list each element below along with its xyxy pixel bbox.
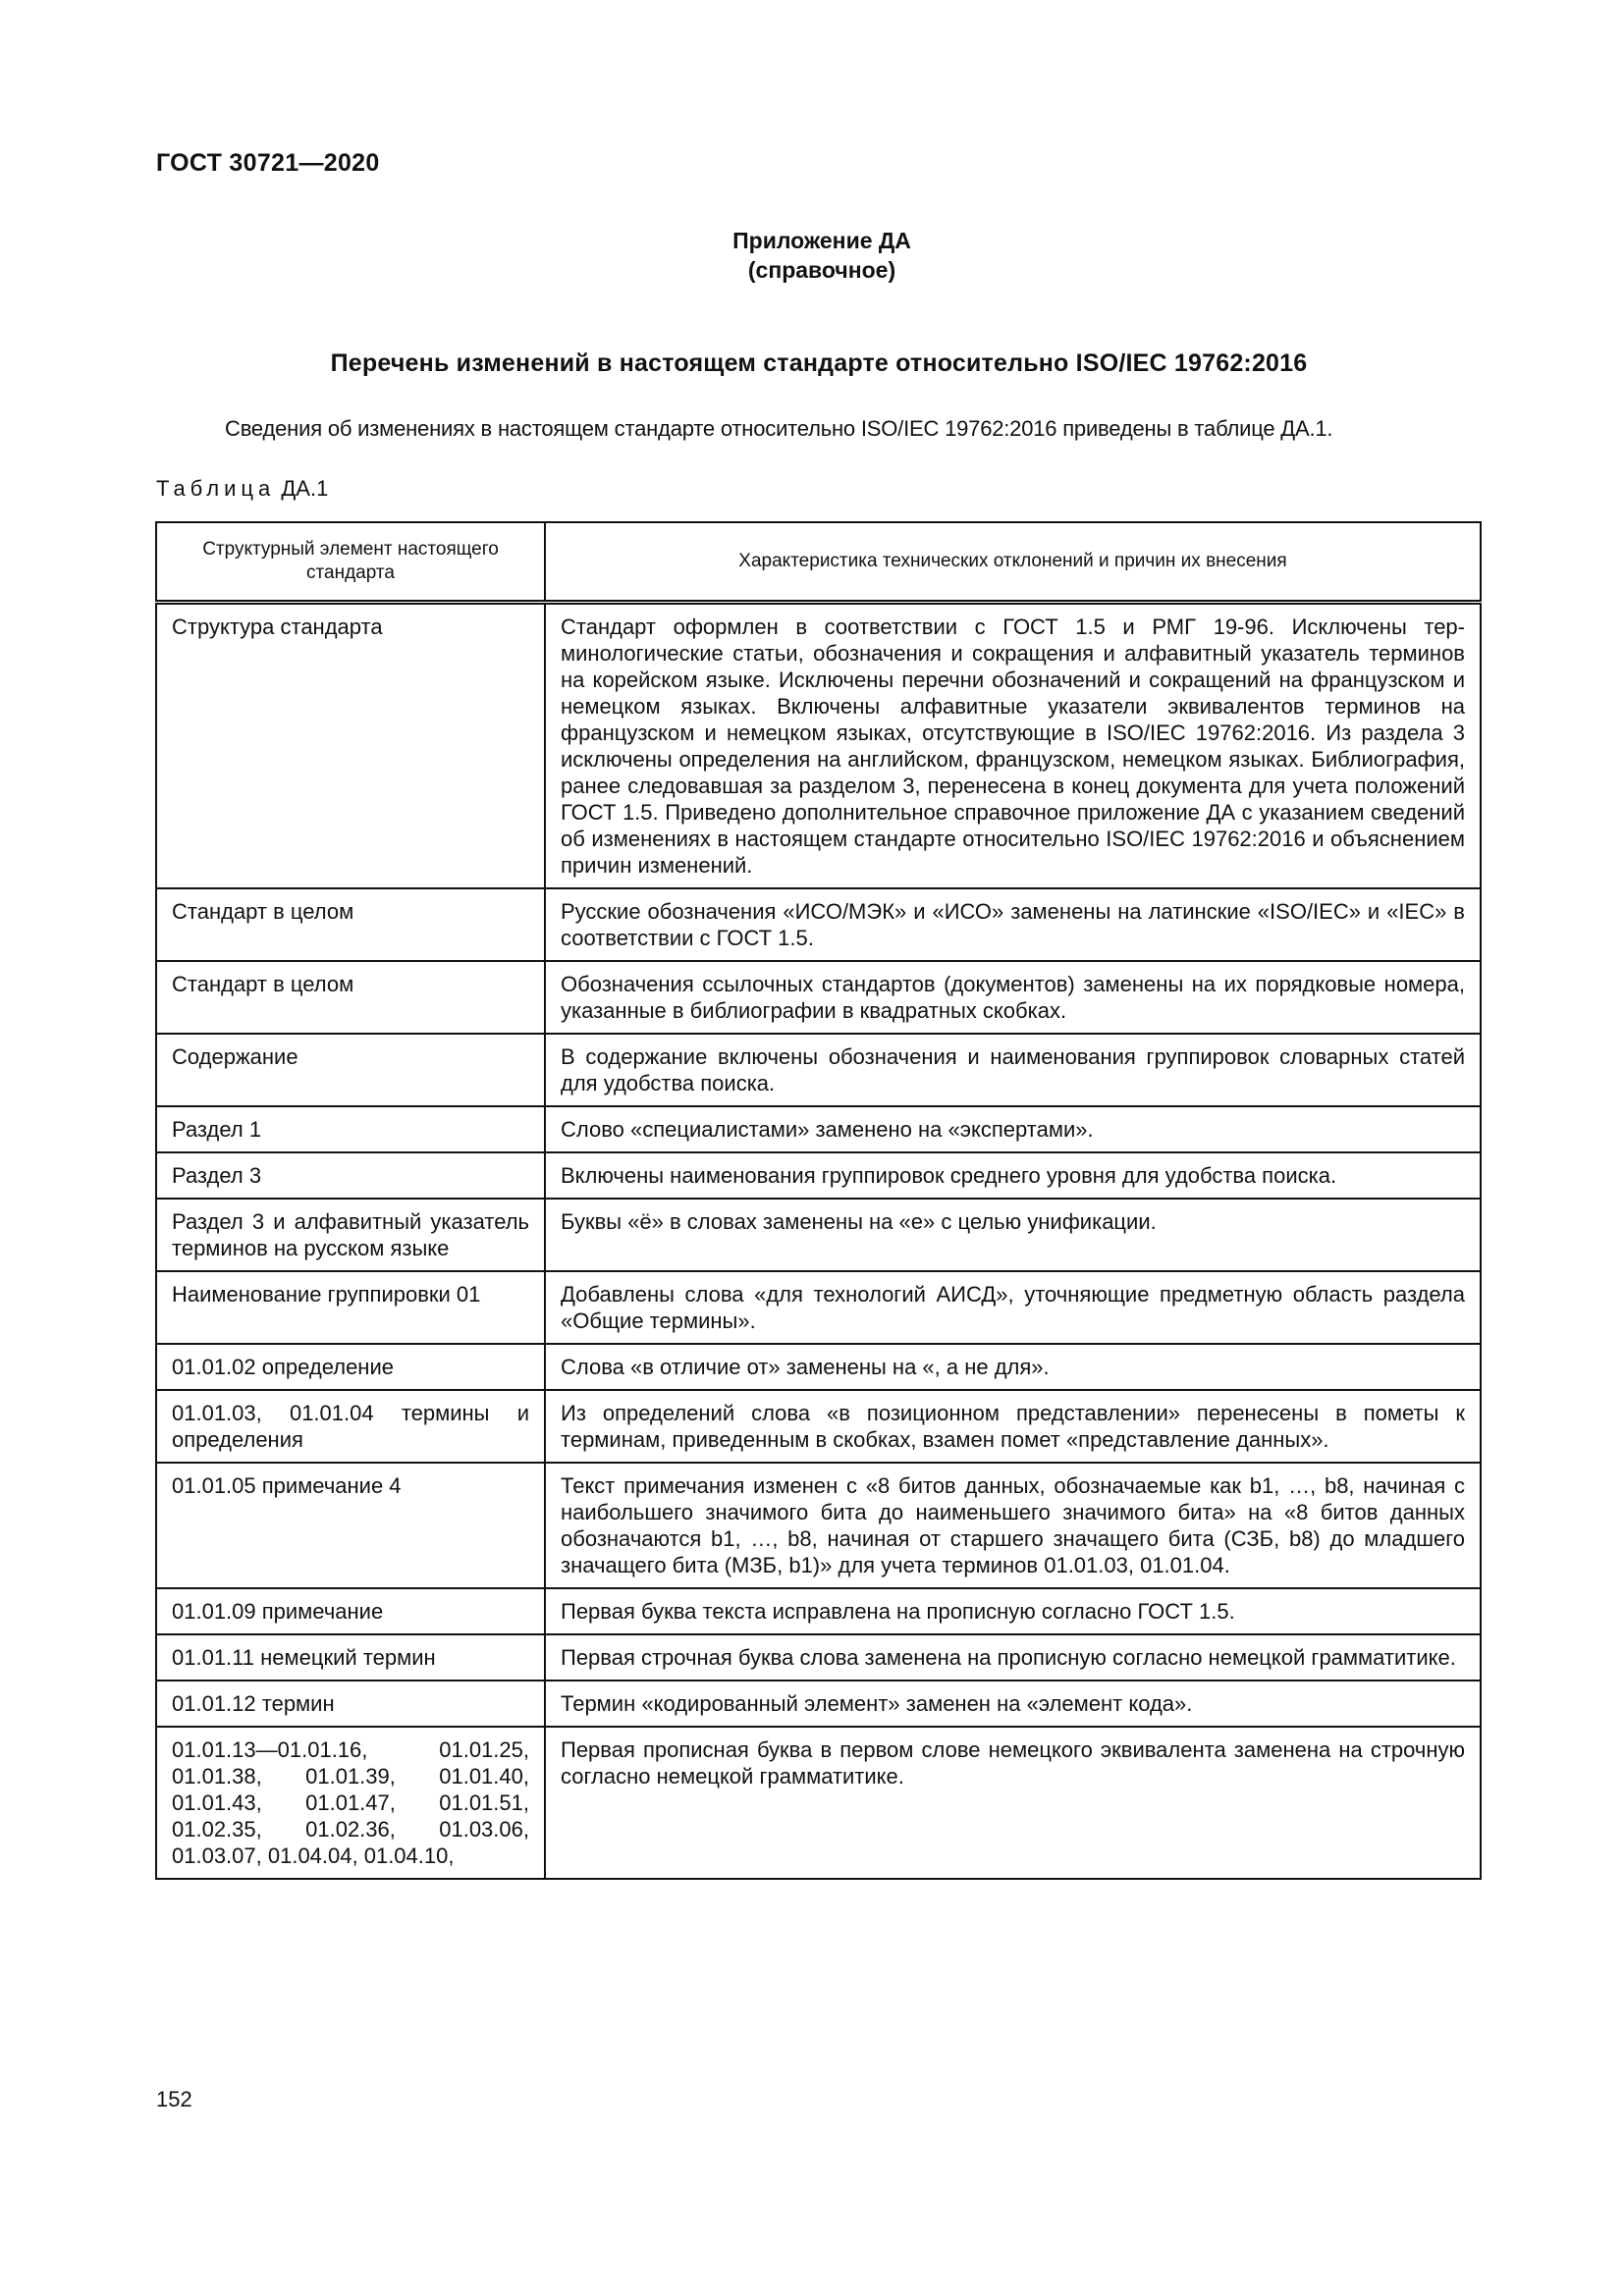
row-element: 01.01.13—01.01.16, 01.01.25, 01.01.38, 01.01.39, 01.01.40, 01.01.43, 01.01.47, 01.01.51, 01.02.35, 01.02.36, 01.03.06, 01.03.07, 01.04.04, 01.04.10, — [156, 1727, 545, 1879]
row-description: Первая буква текста исправлена на прописную согласно ГОСТ 1.5. — [545, 1588, 1481, 1634]
row-element: Стандарт в целом — [156, 888, 545, 961]
row-description: Первая прописная буква в первом слове немецкого эквивалента заменена на строчную согласно немецкой грамматитике. — [545, 1727, 1481, 1879]
table-caption-word: Таблица — [156, 476, 276, 501]
table-row — [156, 1152, 1481, 1199]
row-description: Текст примечания изменен с «8 битов данных, обозначаемые как b1, …, b8, начиная с наибольшего значимого бита до наименьшего значимого бита» на «8 битов данных обозначаются b1, …, b8, начиная от старшего значащего бита (СЗБ, b8) до младшего значащего бита (МЗБ, b1)» для учета терминов 01.01.03, 01.01.04. — [545, 1463, 1481, 1588]
appendix-title: Приложение ДА — [732, 228, 911, 253]
table-row — [156, 1634, 1481, 1681]
row-element: Раздел 1 — [156, 1106, 545, 1152]
table-row — [156, 1390, 1481, 1463]
table-header-row — [156, 522, 1481, 603]
row-element: 01.01.05 примечание 4 — [156, 1463, 545, 1588]
header-structural-element: Структурный элемент настоящего стандарта — [156, 522, 545, 603]
row-description: Буквы «ё» в словах заменены на «е» с целью унификации. — [545, 1199, 1481, 1271]
table-row — [156, 961, 1481, 1034]
table-row — [156, 1199, 1481, 1271]
row-element: 01.01.03, 01.01.04 термины и определения — [156, 1390, 545, 1463]
row-element: Раздел 3 — [156, 1152, 545, 1199]
table-caption-number: ДА.1 — [281, 476, 329, 501]
row-description: Термин «кодированный элемент» заменен на «элемент кода». — [545, 1681, 1481, 1727]
row-description: Стандарт оформлен в соответствии с ГОСТ 1.5 и РМГ 19-96. Исключены терминологические статьи, обозначения и сокращения и алфавитный указатель терминов на корейском языке. Исключены перечни обозначений и сокращений на французском и немецком языках. Включены алфавитные указатели эквивалентов терминов на французском и немецком языках, отсутствующие в ISO/IEC 19762:2016. Из раздела 3 исключены определения на английском, французском, немецком языках. Библиография, ранее следовавшая за разделом 3, перенесена в конец документа для учета положений ГОСТ 1.5. Приведено дополнительное справочное приложение ДА с указанием сведений об изменениях в настоящем стандарте относительно ISO/IEC 19762:2016 и объяснением причин изменений. — [545, 603, 1481, 889]
table-row — [156, 1588, 1481, 1634]
row-element: Наименование группировки 01 — [156, 1271, 545, 1344]
row-description: Обозначения ссылочных стандартов (документов) заменены на их порядковые номера, указанные в библиографии в квадратных скобках. — [545, 961, 1481, 1034]
row-description: Из определений слова «в позиционном представлении» перенесены в пометы к терминам, приведенным в скобках, взамен помет «представление данных». — [545, 1390, 1481, 1463]
table-row — [156, 888, 1481, 961]
row-element: Содержание — [156, 1034, 545, 1106]
row-description: Включены наименования группировок среднего уровня для удобства поиска. — [545, 1152, 1481, 1199]
row-description: Первая строчная буква слова заменена на прописную согласно немецкой грамматитике. — [545, 1634, 1481, 1681]
header-characteristic: Характеристика технических отклонений и причин их внесения — [545, 522, 1481, 603]
row-element: Структура стандарта — [156, 603, 545, 889]
table-row — [156, 1727, 1481, 1879]
row-description: Добавлены слова «для технологий АИСД», уточняющие предметную область раздела «Общие термины». — [545, 1271, 1481, 1344]
table-row — [156, 1271, 1481, 1344]
row-description: Слово «специалистами» заменено на «экспертами». — [545, 1106, 1481, 1152]
table-caption — [156, 476, 328, 502]
row-element: 01.01.02 определение — [156, 1344, 545, 1390]
changes-table — [155, 521, 1482, 1880]
row-description: В содержание включены обозначения и наименования группировок словарных статей для удобства поиска. — [545, 1034, 1481, 1106]
row-element: 01.01.11 немецкий термин — [156, 1634, 545, 1681]
row-description: Русские обозначения «ИСО/МЭК» и «ИСО» заменены на латинские «ISO/IEC» и «IEC» в соответствии с ГОСТ 1.5. — [545, 888, 1481, 961]
section-title: Перечень изменений в настоящем стандарте относительно ISO/IEC 19762:2016 — [330, 349, 1308, 377]
row-element: Стандарт в целом — [156, 961, 545, 1034]
table-row — [156, 1463, 1481, 1588]
table-row — [156, 1681, 1481, 1727]
page-number: 152 — [156, 2087, 192, 2111]
table-row — [156, 603, 1481, 889]
table-row — [156, 1106, 1481, 1152]
appendix-subtitle: (справочное) — [747, 257, 896, 283]
row-description: Слова «в отличие от» заменены на «, а не для». — [545, 1344, 1481, 1390]
appendix-heading — [0, 226, 1624, 285]
table-row — [156, 1034, 1481, 1106]
row-element: 01.01.12 термин — [156, 1681, 545, 1727]
table-row — [156, 1344, 1481, 1390]
intro-paragraph: Сведения об изменениях в настоящем стандарте относительно ISO/IEC 19762:2016 приведены в таблице ДА.1. — [225, 416, 1333, 441]
row-element: Раздел 3 и алфавитный указатель терминов на русском языке — [156, 1199, 545, 1271]
row-element: 01.01.09 примечание — [156, 1588, 545, 1634]
document-code: ГОСТ 30721—2020 — [156, 149, 380, 177]
